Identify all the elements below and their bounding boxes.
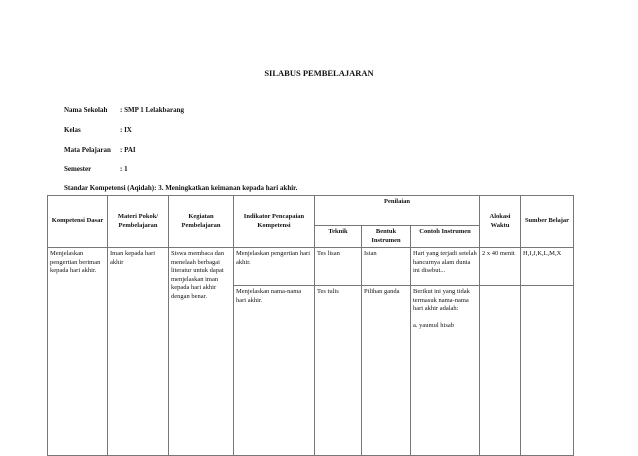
- header-contoh: Contoh Instrumen: [411, 226, 480, 248]
- standar-kompetensi: Standar Kompetensi (Aqidah): 3. Meningkatkan keimanan kepada hari akhir.: [64, 184, 298, 192]
- header-bentuk: Bentuk Instrumen: [362, 226, 411, 248]
- header-penilaian: Penilaian: [315, 196, 480, 226]
- info-subject: Mata Pelajaran : PAI: [64, 146, 136, 154]
- cell-contoh: Hari yang terjadi setelah hancurnya alam dunia ini disebut...: [411, 248, 480, 286]
- table-row: [48, 248, 574, 286]
- cell-alokasi: 2 x 40 menit: [480, 248, 521, 286]
- cell-indikator: Menjelaskan pengertian hari akhir.: [234, 248, 315, 286]
- header-sumber: Sumber Belajar: [521, 196, 574, 248]
- header-kd: Kompetensi Dasar: [48, 196, 108, 248]
- header-indikator: Indikator Pencapaian Kompetensi: [234, 196, 315, 248]
- cell-contoh: Berikut ini yang tidak termasuk nama-nama hari akhir adalah: a. yaumul hisab: [411, 286, 480, 456]
- cell-sumber: H,I,J,K,L,M,X: [521, 248, 574, 286]
- cell-teknik: Tes lisan: [315, 248, 362, 286]
- cell-kegiatan: Siswa membaca dan menelaah berbagai literatur untuk dapat menjelaskan iman kepada hari akhir dengan benar.: [169, 248, 234, 456]
- cell-materi: Iman kepada hari akhir: [108, 248, 169, 456]
- header-materi: Materi Pokok/ Pembelajaran: [108, 196, 169, 248]
- header-kegiatan: Kegiatan Pembelajaran: [169, 196, 234, 248]
- syllabus-table: [47, 195, 574, 456]
- cell-kd: Menjelaskan pengertian beriman kepada hari akhir.: [48, 248, 108, 456]
- cell-teknik: Tes tulis: [315, 286, 362, 456]
- cell-bentuk: Pilihan ganda: [362, 286, 411, 456]
- info-class: Kelas : IX: [64, 126, 132, 134]
- header-teknik: Teknik: [315, 226, 362, 248]
- info-semester: Semester : 1: [64, 165, 128, 173]
- info-school: Nama Sekolah : SMP 1 Lelakbarang: [64, 106, 184, 114]
- cell-sumber-empty: [521, 286, 574, 456]
- header-alokasi: Alokasi Waktu: [480, 196, 521, 248]
- cell-bentuk: Isian: [362, 248, 411, 286]
- cell-alokasi-empty: [480, 286, 521, 456]
- page-title: SILABUS PEMBELAJARAN: [264, 68, 374, 78]
- cell-indikator: Menjelaskan nama-nama hari akhir.: [234, 286, 315, 456]
